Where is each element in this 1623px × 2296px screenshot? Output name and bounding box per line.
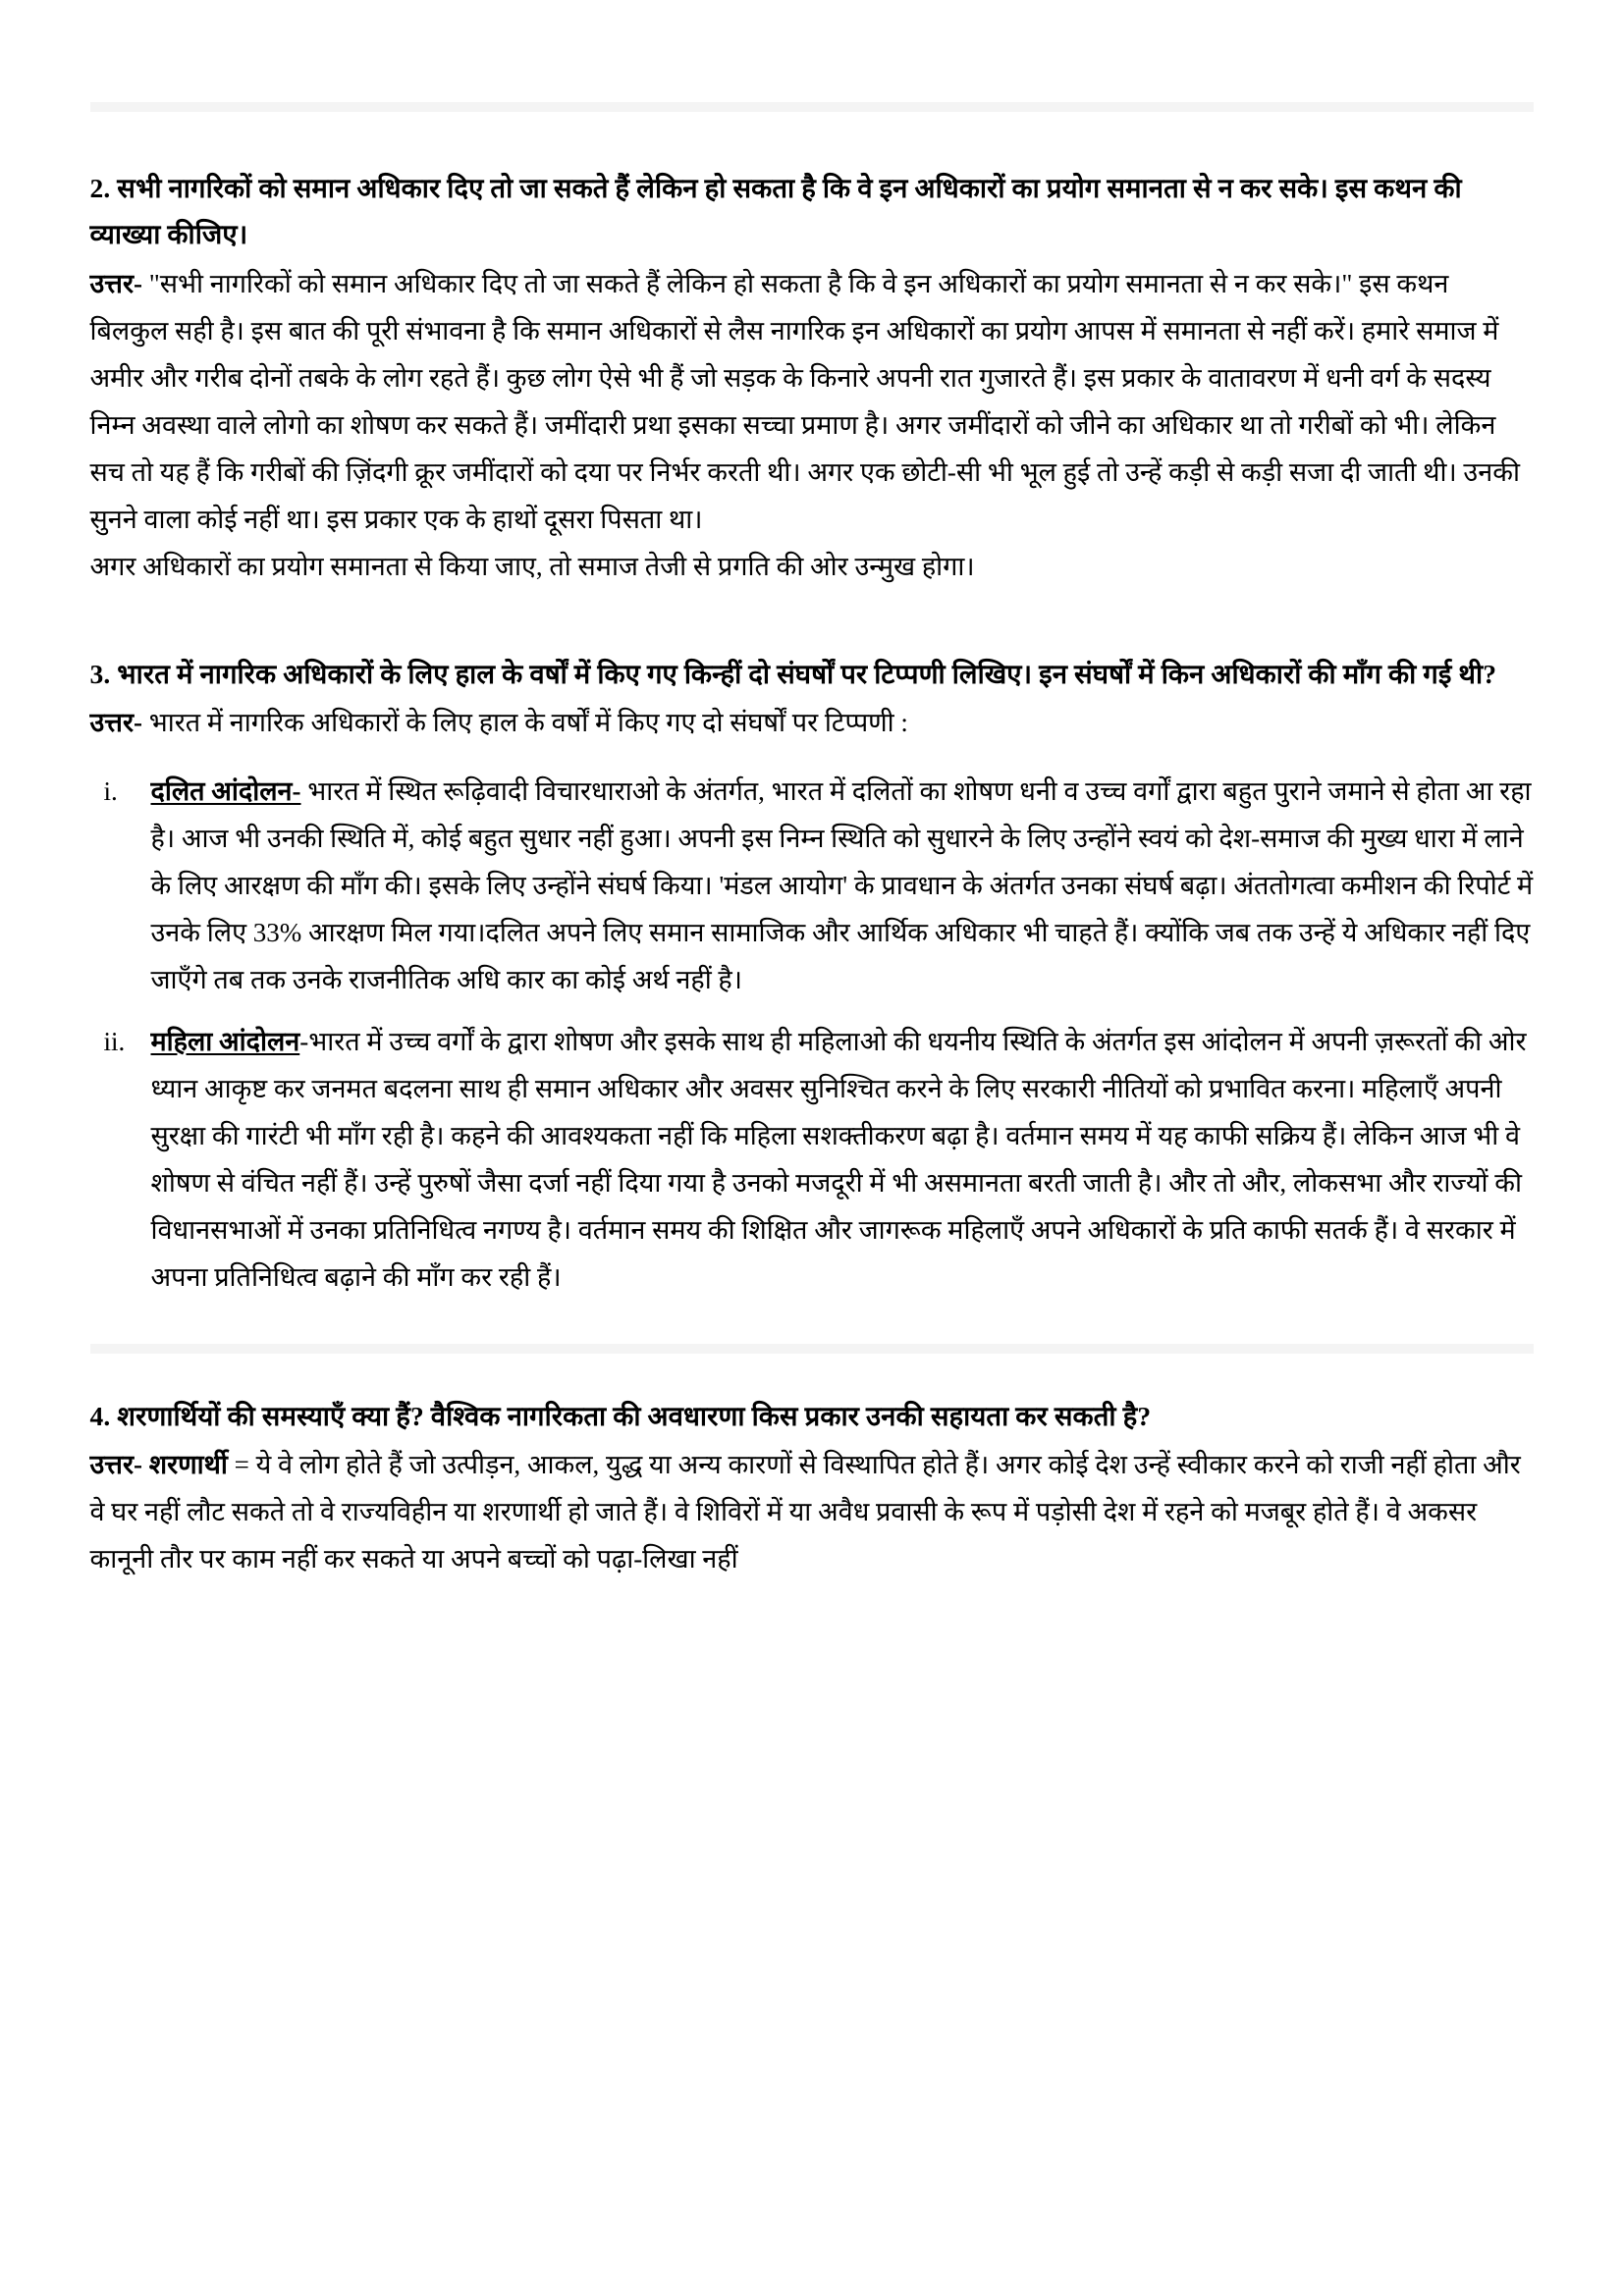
list-marker-ii: ii.	[103, 1026, 126, 1056]
struggles-list	[90, 768, 1534, 1301]
term-women-movement: महिला आंदोलन	[150, 1026, 300, 1056]
question-block-3	[90, 651, 1534, 1301]
answer-3-intro-body: भारत में नागरिक अधिकारों के लिए हाल के वर्षों में किए गए दो संघर्षों पर टिप्पणी :	[148, 708, 908, 738]
answer-4-body: = ये वे लोग होते हैं जो उत्पीड़न, आकल, युद्ध या अन्य कारणों से विस्थापित होते हैं। अगर कोई देश उन्हें स्वीकार करने को राजी नहीं होता और वे घर नहीं लौट सकते तो वे राज्यविहीन या शरणार्थी हो जाते हैं। वे शिविरों में या अवैध प्रवासी के रूप में पड़ोसी देश में रहने को मजबूर होते हैं। वे अकसर कानूनी तौर पर काम नहीं कर सकते या अपने बच्चों को पढ़ा-लिखा नहीं	[89, 1450, 1521, 1575]
question-3-text: 3. भारत में नागरिक अधिकारों के लिए हाल के वर्षों में किए गए किन्हीं दो संघर्षों पर टिप्पणी लिखिए। इन संघर्षों में किन अधिकारों की माँग की गई थी?	[89, 658, 1497, 689]
answer-3-intro	[90, 699, 1534, 746]
answer-2-body-1: "सभी नागरिकों को समान अधिकार दिए तो जा सकते हैं लेकिन हो सकता है कि वे इन अधिकारों का प्रयोग समानता से न कर सके।" इस कथन बिलकुल सही है। इस बात की पूरी संभावना है कि समान अधिकारों से लैस नागरिक इन अधिकारों का प्रयोग आपस में समानता से नहीं करें। हमारे समाज में अमीर और गरीब दोनों तबके के लोग रहते हैं। कुछ लोग ऐसे भी हैं जो सड़क के किनारे अपनी रात गुजारते हैं। इस प्रकार के वातावरण में धनी वर्ग के सदस्य निम्न अवस्था वाले लोगो का शोषण कर सकते हैं। जमींदारी प्रथा इसका सच्चा प्रमाण है। अगर जमींदारों को जीने का अधिकार था तो गरीबों को भी। लेकिन सच तो यह हैं कि गरीबों की ज़िंदगी क्रूर जमींदारों को दया पर निर्भर करती थी। अगर एक छोटी-सी भी भूल हुई तो उन्हें कड़ी से कड़ी सजा दी जाती थी। उनकी सुनने वाला कोई नहीं था। इस प्रकार एक के हाथों दूसरा पिसता था।	[89, 268, 1520, 534]
answer-2-paragraph-2: अगर अधिकारों का प्रयोग समानता से किया जाए, तो समाज तेजी से प्रगति की ओर उन्मुख होगा।	[89, 551, 975, 581]
question-block-2	[90, 165, 1534, 590]
page-content	[90, 102, 1534, 1582]
list-item	[90, 768, 1534, 1003]
answer-2-paragraph-1	[90, 260, 1534, 543]
list-item-body-i: भारत में स्थित रूढ़िवादी विचारधाराओ के अंतर्गत, भारत में दलितों का शोषण धनी व उच्च वर्गों द्वारा बहुत पुराने जमाने से होता आ रहा है। आज भी उनकी स्थिति में, कोई बहुत सुधार नहीं हुआ। अपनी इस निम्न स्थिति को सुधारने के लिए उन्होंने स्वयं को देश-समाज की मुख्य धारा में लाने के लिए आरक्षण की माँग की। इसके लिए उन्होंने संघर्ष किया। 'मंडल आयोग' के प्रावधान के अंतर्गत उनका संघर्ष बढ़ा। अंततोगत्वा कमीशन की रिपोर्ट में उनके लिए 33% आरक्षण मिल गया।दलित अपने लिए समान सामाजिक और आर्थिक अधिकार भी चाहते हैं। क्योंकि जब तक उन्हें ये अधिकार नहीं दिए जाएँगे तब तक उनके राजनीतिक अधि कार का कोई अर्थ नहीं है।	[150, 776, 1534, 995]
answer-4-paragraph	[90, 1441, 1534, 1582]
list-marker-i: i.	[103, 776, 118, 807]
answer-4-label: उत्तर- शरणार्थी	[89, 1450, 228, 1480]
section-divider-top	[90, 102, 1534, 112]
spacer-q2-q3	[90, 590, 1534, 651]
list-item-body-ii: -भारत में उच्च वर्गों के द्वारा शोषण और इसके साथ ही महिलाओ की धयनीय स्थिति के अंतर्गत इस आंदोलन में अपनी ज़रूरतों की ओर ध्यान आकृष्ट कर जनमत बदलना साथ ही समान अधिकार और अवसर सुनिश्चित करने के लिए सरकारी नीतियों को प्रभावित करना। महिलाएँ अपनी सुरक्षा की गारंटी भी माँग रही है। कहने की आवश्यकता नहीं कि महिला सशक्तीकरण बढ़ा है। वर्तमान समय में यह काफी सक्रिय हैं। लेकिन आज भी वे शोषण से वंचित नहीं हैं। उन्हें पुरुषों जैसा दर्जा नहीं दिया गया है उनको मजदूरी में भी असमानता बरती जाती है। और तो और, लोकसभा और राज्यों की विधानसभाओं में उनका प्रतिनिधित्व नगण्य है। वर्तमान समय की शिक्षित और जागरूक महिलाएँ अपने अधिकारों के प्रति काफी सतर्क हैं। वे सरकार में अपना प्रतिनिधित्व बढ़ाने की माँग कर रही हैं।	[150, 1026, 1527, 1292]
answer-3-label: उत्तर-	[89, 708, 142, 738]
section-divider-middle	[90, 1344, 1534, 1354]
question-block-4	[90, 1393, 1534, 1582]
question-2-text: 2. सभी नागरिकों को समान अधिकार दिए तो जा सकते हैं लेकिन हो सकता है कि वे इन अधिकारों का प्रयोग समानता से न कर सके। इस कथन की व्याख्या कीजिए।	[89, 173, 1462, 250]
answer-2-label: उत्तर-	[89, 268, 142, 298]
question-4-text: 4. शरणार्थियों की समस्याएँ क्या हैं? वैश्विक नागरिकता की अवधारणा किस प्रकार उनकी सहायता कर सकती है?	[89, 1400, 1152, 1431]
term-dalit-movement: दलित आंदोलन-	[150, 776, 301, 807]
list-item	[90, 1018, 1534, 1301]
